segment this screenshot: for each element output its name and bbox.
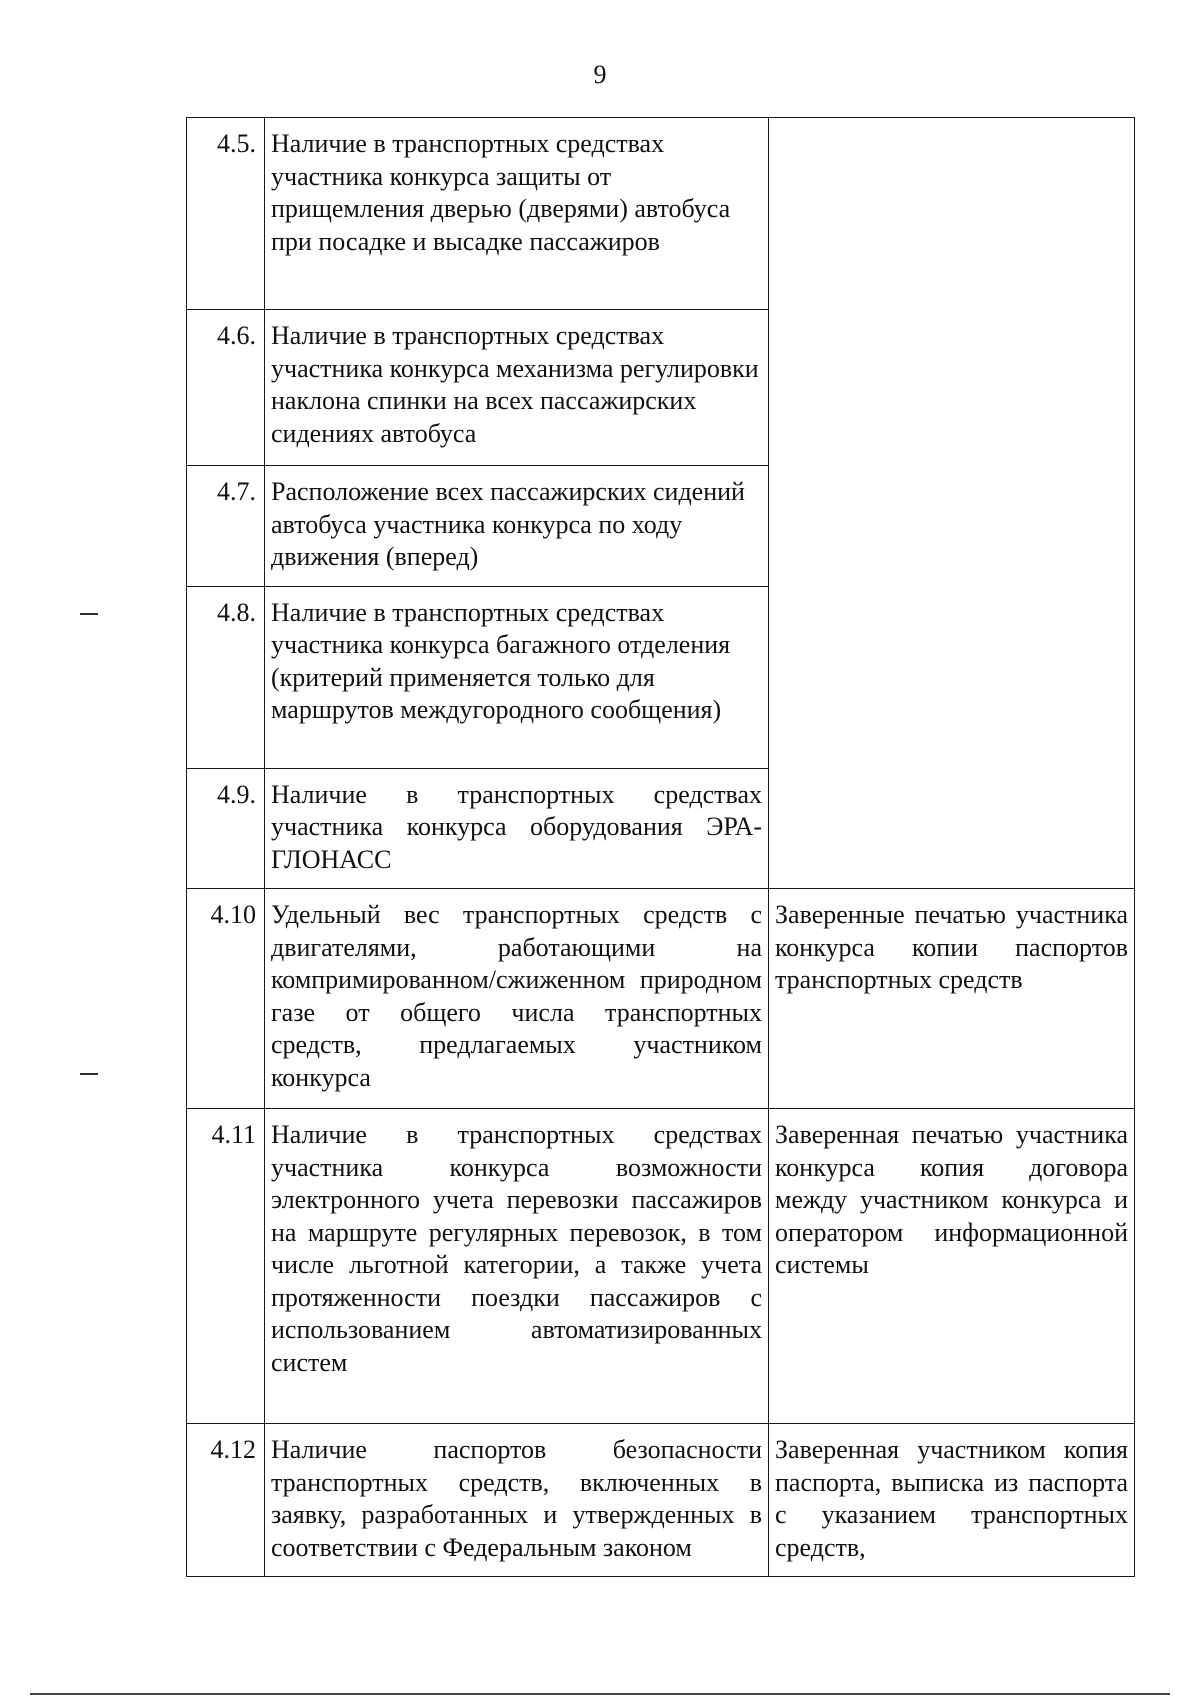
scan-mark-dash — [80, 613, 98, 615]
table-row-4-5 — [187, 118, 1135, 310]
page-bottom-rule — [30, 1693, 1170, 1695]
supporting-documents-empty — [769, 118, 1135, 889]
table-row-4-10 — [187, 889, 1135, 1109]
criterion-description: Наличие в транспортных средствах участника конкурса оборудования ЭРА-ГЛОНАСС — [265, 768, 769, 889]
criterion-description: Наличие паспортов безопасности транспортных средств, включенных в заявку, разработанных и утвержденных в соответствии с Федеральным законом — [265, 1424, 769, 1577]
table-row-4-11 — [187, 1109, 1135, 1424]
row-number: 4.8. — [187, 586, 265, 768]
supporting-documents: Заверенная печатью участника конкурса копия договора между участником конкурса и оператором информационной системы — [769, 1109, 1135, 1424]
criterion-description: Наличие в транспортных средствах участника конкурса возможности электронного учета перевозки пассажиров на маршруте регулярных перевозок, в том числе льготной категории, а также учета протяженности поездки пассажиров с использованием автоматизированных систем — [265, 1109, 769, 1424]
criterion-description: Удельный вес транспортных средств с двигателями, работающими на компримированном/сжиженном природном газе от общего числа транспортных средств, предлагаемых участником конкурса — [265, 889, 769, 1109]
row-number: 4.11 — [187, 1109, 265, 1424]
criterion-description: Наличие в транспортных средствах участника конкурса защиты от прищемления дверью (дверями) автобуса при посадке и высадке пассажиров — [265, 118, 769, 310]
criterion-description: Расположение всех пассажирских сидений автобуса участника конкурса по ходу движения (вперед) — [265, 466, 769, 587]
criterion-description: Наличие в транспортных средствах участника конкурса багажного отделения (критерий применяется только для маршрутов междугородного сообщения) — [265, 586, 769, 768]
row-number: 4.6. — [187, 310, 265, 466]
row-number: 4.10 — [187, 889, 265, 1109]
row-number: 4.7. — [187, 466, 265, 587]
supporting-documents: Заверенная участником копия паспорта, выписка из паспорта с указанием транспортных средств, — [769, 1424, 1135, 1577]
criterion-description: Наличие в транспортных средствах участника конкурса механизма регулировки наклона спинки на всех пассажирских сидениях автобуса — [265, 310, 769, 466]
criteria-table — [186, 117, 1135, 1577]
supporting-documents: Заверенные печатью участника конкурса копии паспортов транспортных средств — [769, 889, 1135, 1109]
row-number: 4.5. — [187, 118, 265, 310]
scan-mark-dash — [80, 1073, 98, 1075]
table-row-4-12 — [187, 1424, 1135, 1577]
row-number: 4.9. — [187, 768, 265, 889]
row-number: 4.12 — [187, 1424, 265, 1577]
page-number: 9 — [593, 60, 607, 89]
